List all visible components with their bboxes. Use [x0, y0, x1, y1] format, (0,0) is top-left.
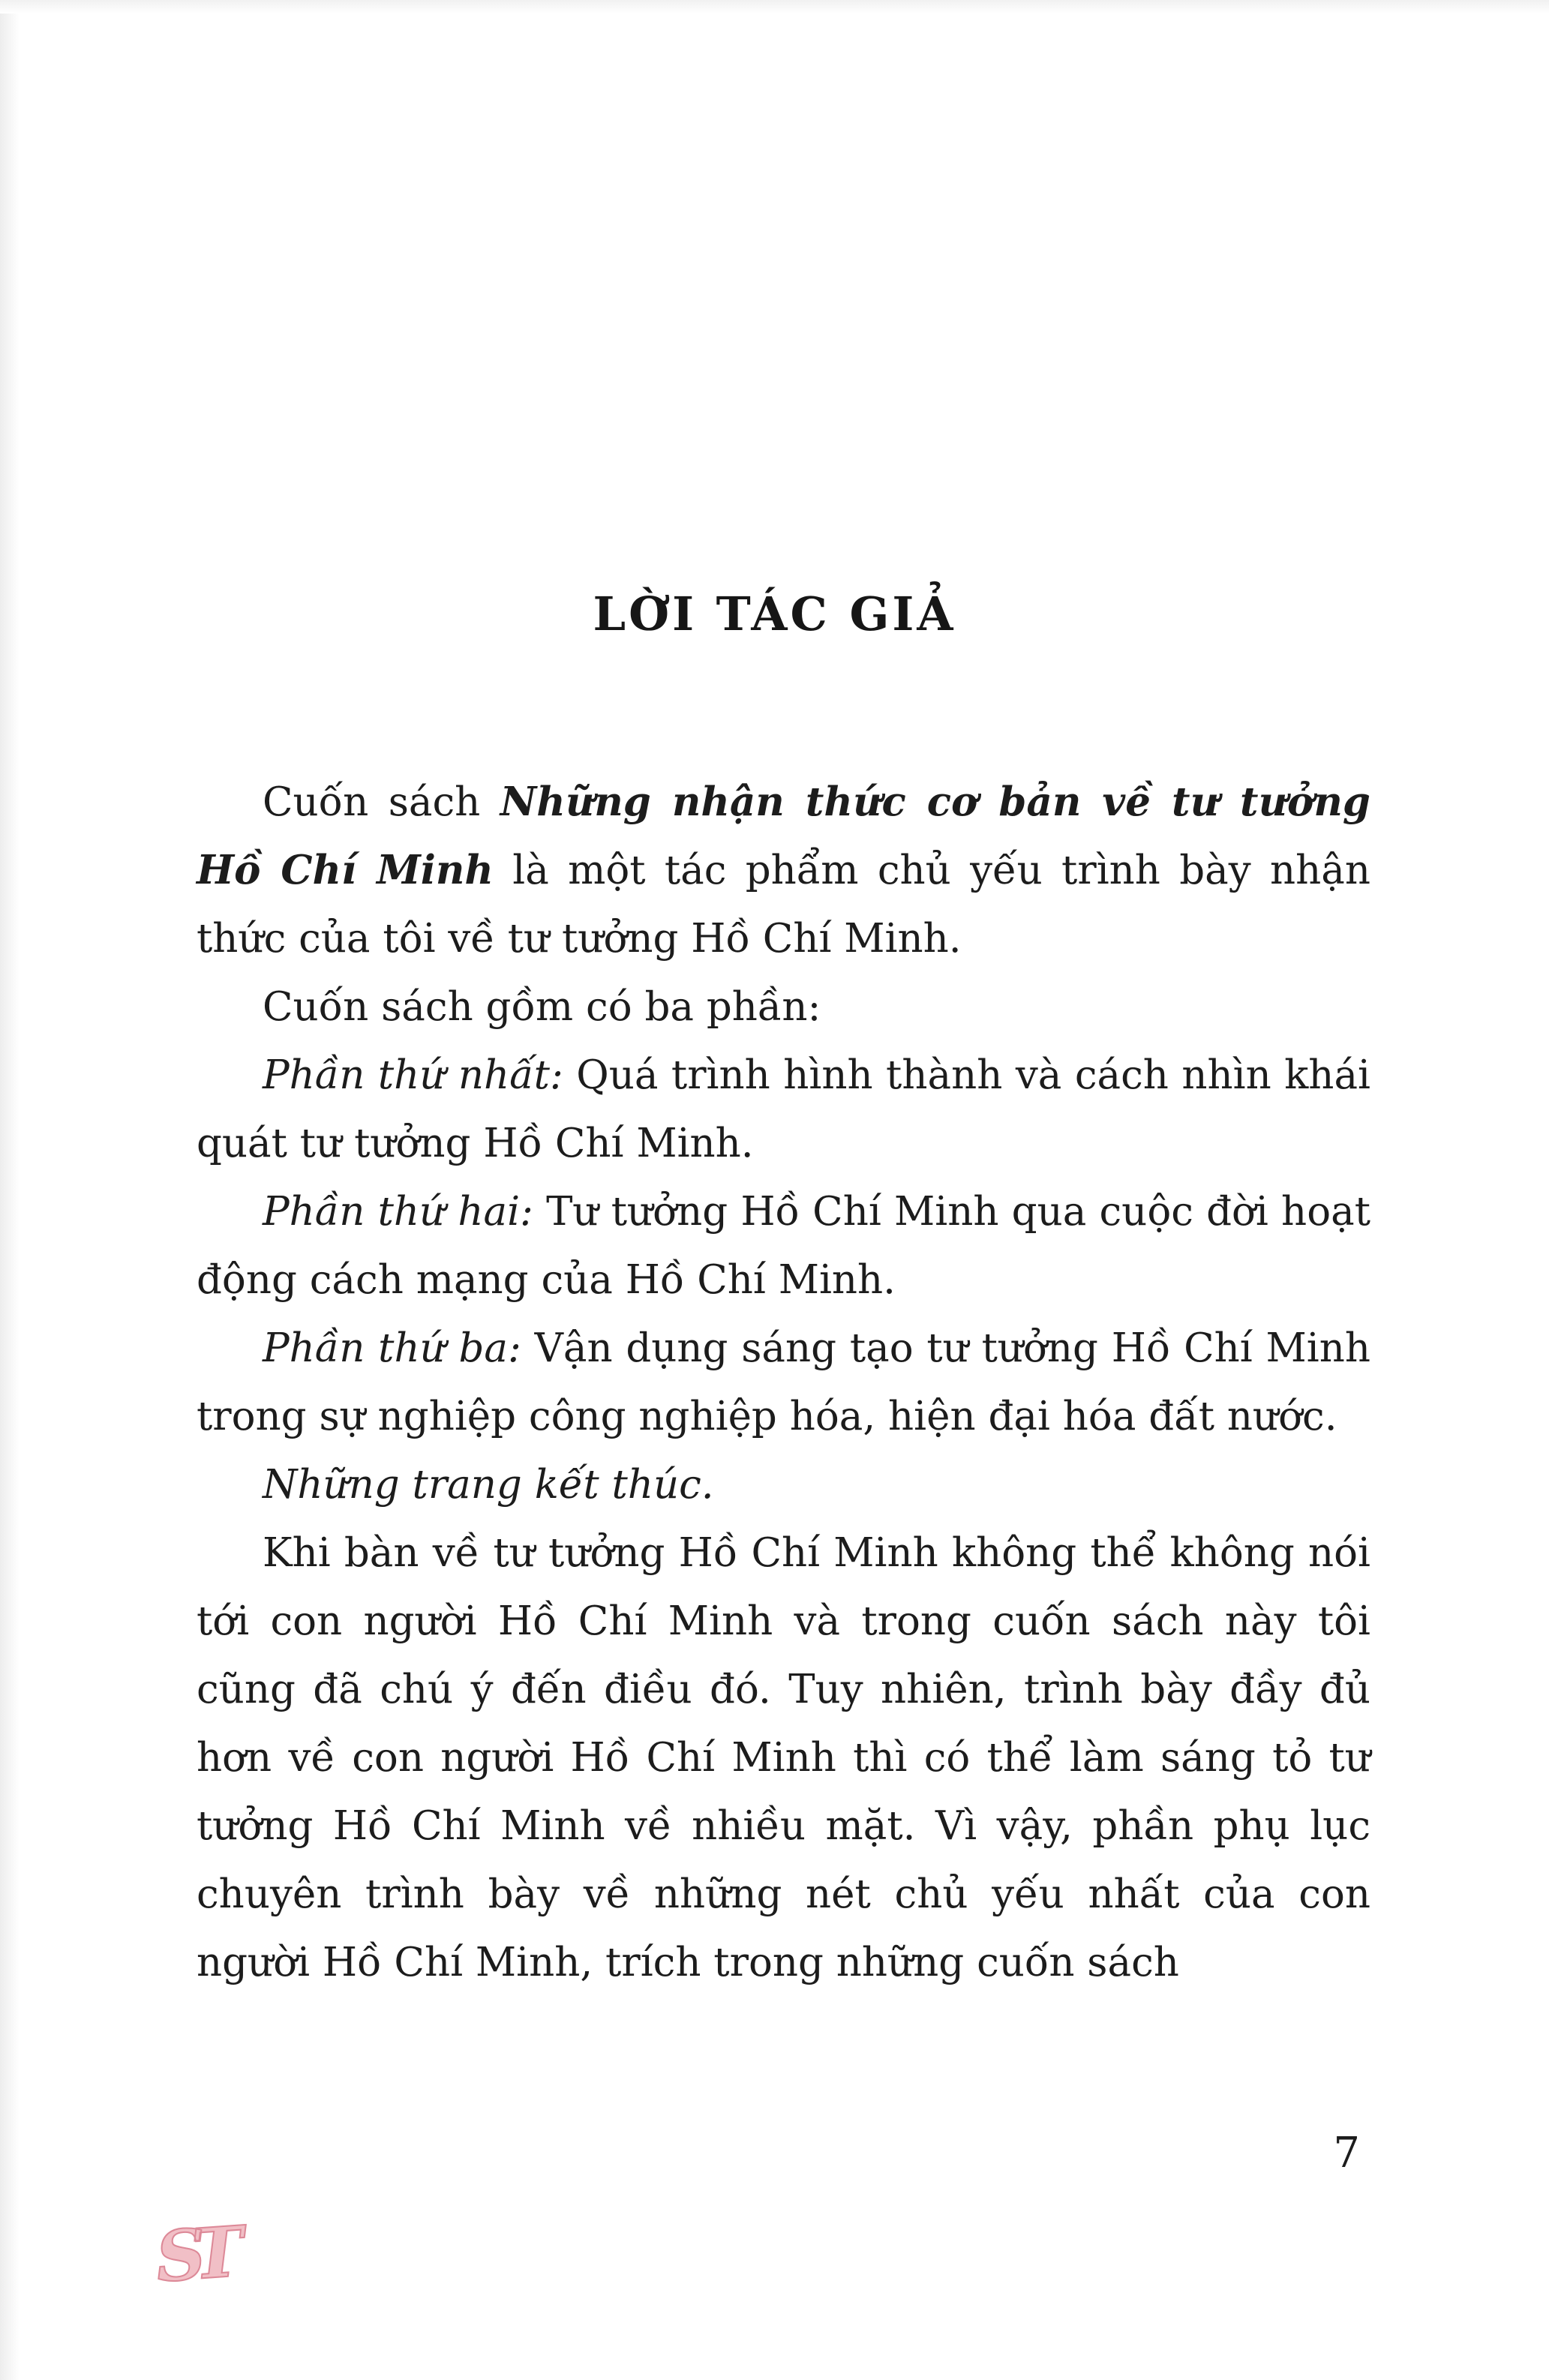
book-title-run: Những nhận thức cơ bản về tư tưởng Hồ Chí Minh	[197, 779, 1370, 893]
text-run: Những trang kết thúc.	[263, 1462, 714, 1508]
page-body	[197, 768, 1370, 1997]
paragraph-part-two	[197, 1178, 1370, 1314]
text-run: Cuốn sách	[263, 779, 500, 825]
st-watermark-logo: ST	[153, 2211, 233, 2298]
text-run: Vận dụng sáng tạo tư tưởng Hồ Chí Minh trong sự nghiệp công nghiệp hóa, hiện đại hóa đất nước.	[197, 1325, 1370, 1439]
text-run: Quá trình hình thành và cách nhìn khái quát tư tưởng Hồ Chí Minh.	[197, 1052, 1370, 1166]
text-run: Cuốn sách gồm có ba phần:	[263, 984, 821, 1030]
page-title: LỜI TÁC GIẢ	[593, 587, 956, 641]
part-label-run: Phần thứ nhất:	[263, 1052, 563, 1098]
paragraph-intro	[197, 768, 1370, 973]
paragraph-parts-intro	[197, 973, 1370, 1041]
paragraph-part-one	[197, 1041, 1370, 1178]
paragraph-closing-pages	[197, 1451, 1370, 1519]
text-run: Khi bàn về tư tưởng Hồ Chí Minh không thể không nói tới con người Hồ Chí Minh và trong cuốn sách này tôi cũng đã chú ý đến điều đó. Tuy nhiên, trình bày đầy đủ hơn về con người Hồ Chí Minh thì có thể làm sáng tỏ tư tưởng Hồ Chí Minh về nhiều mặt. Vì vậy, phần phụ lục chuyên trình bày về những nét chủ yếu nhất của con người Hồ Chí Minh, trích trong những cuốn sách	[197, 1530, 1370, 1985]
part-label-run: Phần thứ hai:	[263, 1189, 533, 1235]
part-label-run: Phần thứ ba:	[263, 1325, 521, 1371]
page-number: 7	[1333, 2129, 1360, 2177]
paragraph-discussion	[197, 1519, 1370, 1997]
text-run: là một tác phẩm chủ yếu trình bày nhận thức của tôi về tư tưởng Hồ Chí Minh.	[197, 848, 1370, 962]
paragraph-part-three	[197, 1314, 1370, 1451]
text-run: Tư tưởng Hồ Chí Minh qua cuộc đời hoạt động cách mạng của Hồ Chí Minh.	[197, 1189, 1370, 1303]
